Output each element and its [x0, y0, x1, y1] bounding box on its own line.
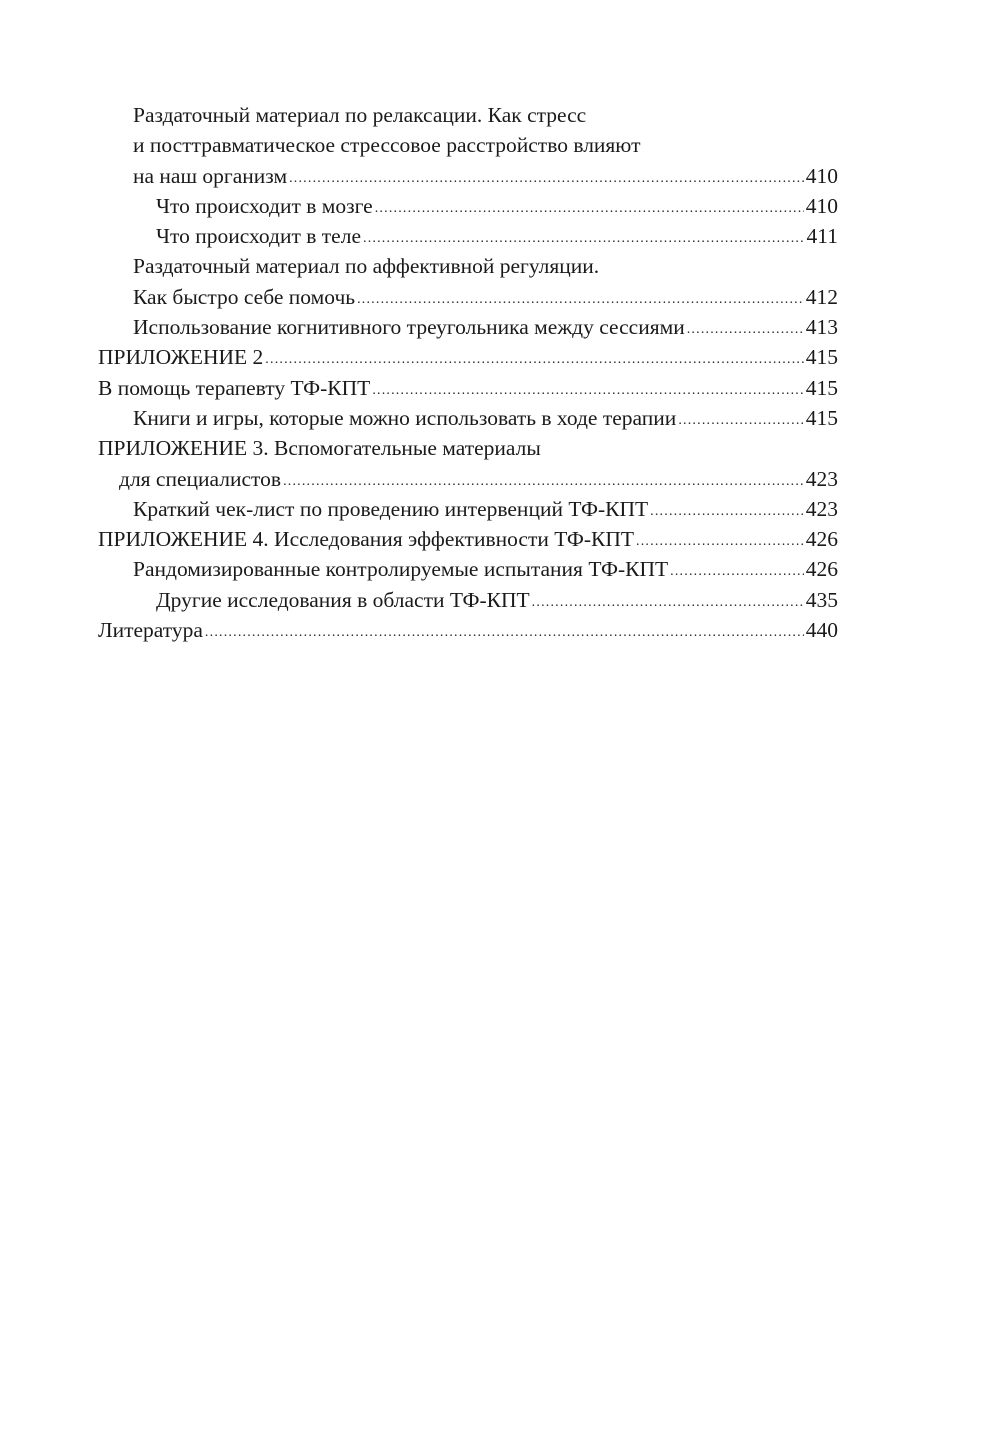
dot-leader — [687, 315, 804, 345]
toc-page-number: 423 — [805, 496, 838, 521]
toc-entry — [98, 221, 838, 251]
dot-leader — [532, 588, 804, 618]
toc-page-number: 440 — [805, 618, 838, 643]
toc-entry — [98, 524, 838, 554]
toc-entry-title: Раздаточный материал по аффективной регуляции. — [133, 254, 600, 279]
toc-entry — [98, 100, 838, 130]
toc-entry-title: ПРИЛОЖЕНИЕ 3. Вспомогательные материалы — [98, 436, 541, 461]
toc-page-number: 435 — [805, 587, 838, 612]
toc-entry-title: В помощь терапевту ТФ-КПТ — [98, 375, 371, 400]
dot-leader — [205, 618, 804, 648]
toc-entry-title: Раздаточный материал по релаксации. Как стресс — [133, 103, 587, 127]
toc-entry — [98, 130, 838, 160]
toc-entry — [98, 554, 838, 584]
dot-leader — [636, 527, 804, 557]
toc-entry — [98, 464, 838, 494]
toc-entry — [98, 312, 838, 342]
toc-entry-title: ПРИЛОЖЕНИЕ 4. Исследования эффективности ТФ-КПТ — [98, 527, 635, 552]
toc-entry-title: Литература — [98, 618, 203, 643]
toc-entry-title: для специалистов — [119, 466, 282, 491]
toc-page-number: 415 — [805, 375, 838, 400]
toc-entry-title: Как быстро себе помочь — [133, 284, 356, 309]
toc-page-number: 412 — [805, 284, 838, 309]
toc-entry-title: на наш организм — [133, 163, 288, 188]
toc-entry-title: Что происходит в мозге — [156, 193, 373, 218]
dot-leader — [650, 497, 804, 527]
toc-page-number: 413 — [805, 315, 838, 340]
dot-leader — [372, 376, 803, 406]
toc-entry-title: Что происходит в теле — [156, 224, 361, 249]
dot-leader — [670, 557, 804, 587]
toc-page-number: 423 — [805, 466, 838, 491]
toc-page-number: 415 — [805, 405, 838, 430]
toc-entry-title: Книги и игры, которые можно использовать в ходе терапии — [133, 405, 677, 430]
toc-page-number: 426 — [805, 527, 838, 552]
toc-entry — [98, 433, 838, 463]
toc-page-number: 410 — [805, 193, 838, 218]
dot-leader — [678, 406, 803, 436]
toc-entry — [98, 342, 838, 372]
toc-entry-title: Использование когнитивного треугольника между сессиями — [133, 315, 685, 340]
dot-leader — [265, 345, 803, 375]
toc-entry — [98, 615, 838, 645]
toc-entry — [98, 251, 838, 281]
toc-entry — [98, 585, 838, 615]
toc-entry-title: и посттравматическое стрессовое расстройство влияют — [133, 133, 641, 158]
toc-page-number: 426 — [805, 557, 838, 582]
toc-page-number: 415 — [805, 345, 838, 370]
dot-leader — [363, 224, 805, 254]
table-of-contents — [98, 100, 838, 645]
toc-entry-title: ПРИЛОЖЕНИЕ 2 — [98, 345, 264, 370]
dot-leader — [289, 164, 804, 194]
toc-entry-title: Краткий чек-лист по проведению интервенций ТФ-КПТ — [133, 496, 649, 521]
toc-entry-title: Рандомизированные контролируемые испытания ТФ-КПТ — [133, 557, 669, 582]
toc-entry — [98, 403, 838, 433]
dot-leader — [283, 467, 804, 497]
toc-entry-title: Другие исследования в области ТФ-КПТ — [156, 587, 530, 612]
toc-entry — [98, 373, 838, 403]
toc-entry — [98, 161, 838, 191]
toc-page-number: 410 — [805, 163, 838, 188]
dot-leader — [357, 285, 804, 315]
toc-page-number: 411 — [806, 224, 838, 249]
dot-leader — [375, 194, 804, 224]
toc-entry — [98, 494, 838, 524]
toc-entry — [98, 191, 838, 221]
toc-entry — [98, 282, 838, 312]
